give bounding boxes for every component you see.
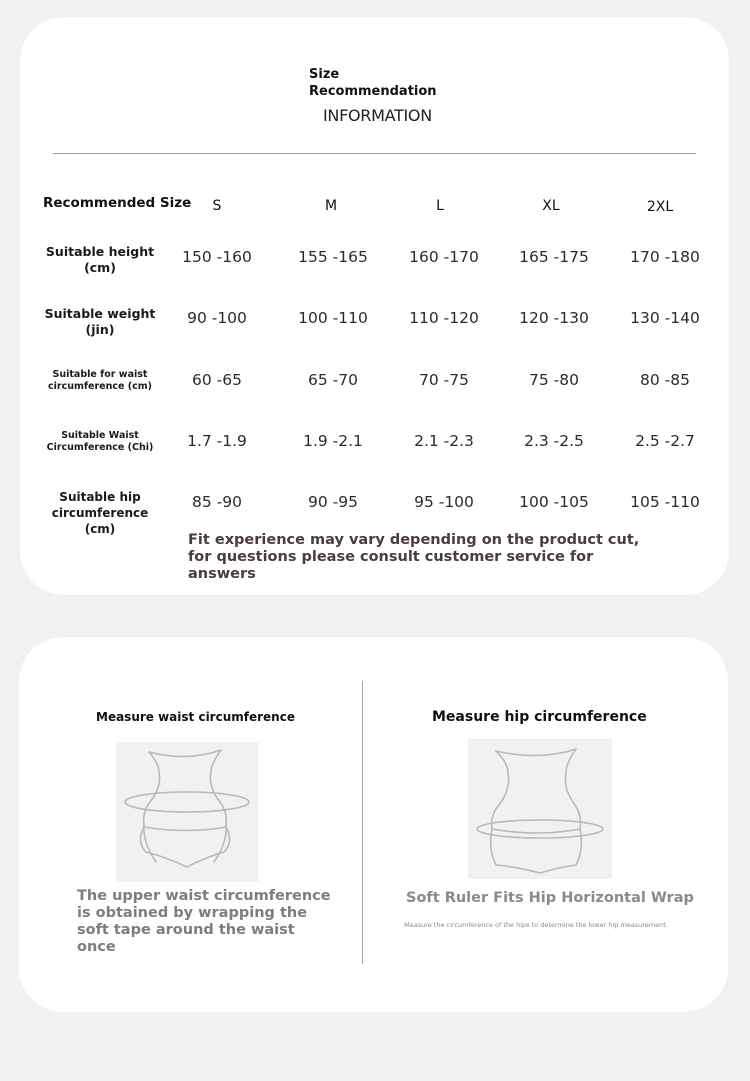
measurement-guide-card (19, 637, 728, 1012)
row-label-line: Suitable height (45, 244, 155, 259)
value-cell: 60 -65 (192, 371, 242, 389)
title-line-2: Recommendation (309, 84, 437, 99)
value-cell: 160 -170 (409, 248, 479, 266)
size-header-s: S (212, 198, 222, 214)
row-label-line: Suitable hip (59, 490, 141, 504)
value-cell: 1.7 -1.9 (187, 432, 247, 450)
fit-note: Fit experience may vary depending on the product cut, for questions please consult customer service for answers (188, 532, 640, 582)
title-line-1: Size (309, 67, 340, 82)
waist-body-icon (116, 742, 258, 882)
waist-title: Measure waist circumference (96, 710, 295, 724)
value-cell: 95 -100 (414, 493, 474, 511)
size-header-xl: XL (542, 198, 560, 214)
hip-title: Measure hip circumference (432, 709, 647, 725)
value-cell: 1.9 -2.1 (303, 432, 363, 450)
value-cell: 120 -130 (519, 309, 589, 327)
hip-description: Soft Ruler Fits Hip Horizontal Wrap (406, 890, 694, 906)
guide-divider (362, 681, 363, 964)
waist-figure (116, 742, 258, 882)
row-label-line: Suitable for waist (52, 369, 148, 380)
hip-figure (468, 739, 612, 879)
value-cell: 110 -120 (409, 309, 479, 327)
title-subtitle: INFORMATION (323, 106, 432, 125)
row-label-weight (35, 306, 165, 338)
value-cell: 165 -175 (519, 248, 589, 266)
value-cell: 170 -180 (630, 248, 700, 266)
size-header-l: L (436, 198, 444, 214)
row-label-line: circumference (cm) (51, 506, 149, 536)
row-label-line: Suitable Waist (61, 430, 139, 441)
value-cell: 90 -95 (308, 493, 358, 511)
row-label-hip (35, 489, 165, 537)
value-cell: 70 -75 (419, 371, 469, 389)
value-cell: 2.1 -2.3 (414, 432, 474, 450)
value-cell: 65 -70 (308, 371, 358, 389)
recommended-size-label: Recommended Size (43, 195, 192, 211)
row-label-line: Suitable weight (44, 306, 156, 321)
hip-sub-description: Measure the circumference of the hips to determine the lower hip measurement. (404, 921, 668, 929)
value-cell: 80 -85 (640, 371, 690, 389)
size-chart-title (309, 66, 437, 125)
value-cell: 100 -110 (298, 309, 368, 327)
title-divider (53, 153, 696, 154)
row-label-line: (jin) (85, 322, 115, 337)
size-chart-card (20, 17, 729, 595)
size-header-m: M (324, 198, 338, 214)
size-header-2xl: 2XL (646, 199, 674, 215)
value-cell: 155 -165 (298, 248, 368, 266)
value-cell: 85 -90 (192, 493, 242, 511)
value-cell: 105 -110 (630, 493, 700, 511)
hip-body-icon (468, 739, 612, 879)
row-label-height (35, 244, 165, 276)
row-label-waist-cm (35, 369, 165, 393)
row-label-line: (cm) (84, 260, 116, 275)
waist-description: The upper waist circumference is obtained by wrapping the soft tape around the waist once (77, 888, 331, 955)
value-cell: 2.3 -2.5 (524, 432, 584, 450)
value-cell: 2.5 -2.7 (635, 432, 695, 450)
value-cell: 75 -80 (529, 371, 579, 389)
value-cell: 130 -140 (630, 309, 700, 327)
row-label-line: Circumference (Chi) (46, 442, 154, 453)
value-cell: 150 -160 (182, 248, 252, 266)
value-cell: 90 -100 (187, 309, 247, 327)
row-label-waist-chi (35, 430, 165, 454)
value-cell: 100 -105 (519, 493, 589, 511)
row-label-line: circumference (cm) (48, 381, 152, 392)
